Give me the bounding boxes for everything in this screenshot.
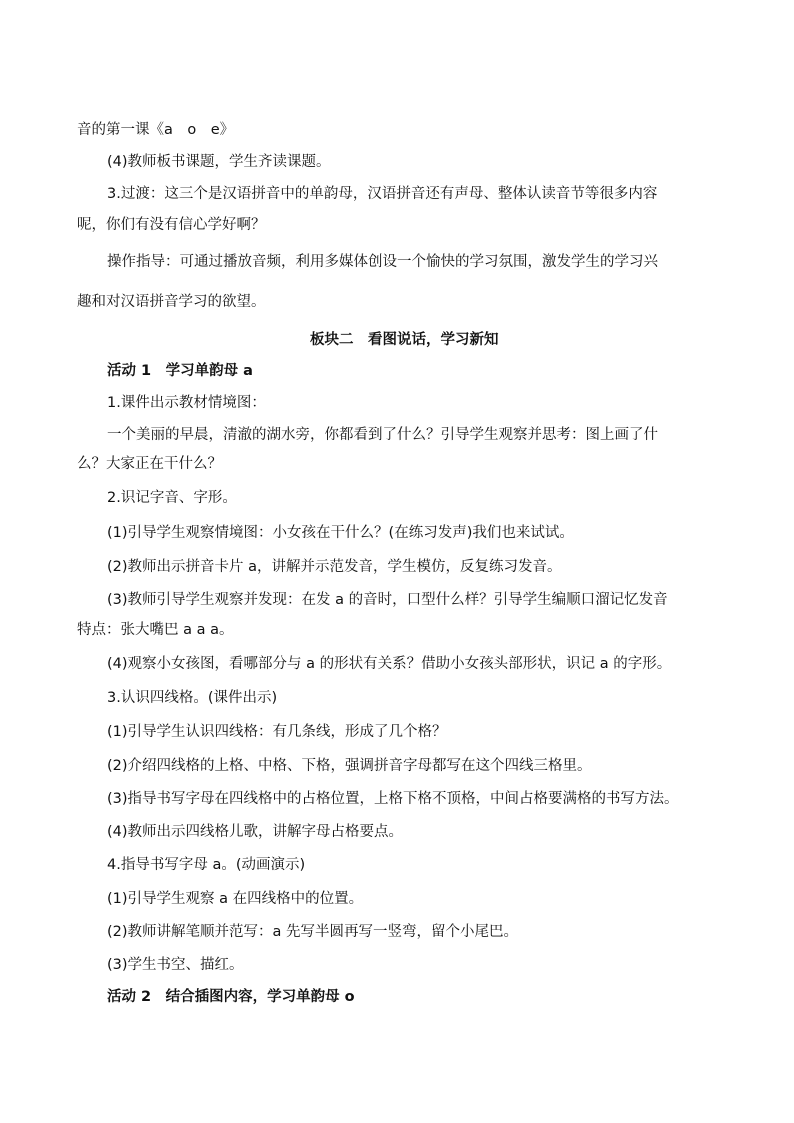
text-line-5: 操作指导：可通过播放音频，利用多媒体创设一个愉快的学习氛围，激发学生的学习兴 — [107, 254, 658, 270]
text-line-21: (3)指导书写字母在四线格中的占格位置，上格下格不顶格，中间占格要满格的书写方法。 — [107, 791, 679, 807]
text-line-26: (3)学生书空、描红。 — [107, 957, 244, 973]
text-line-14: (2)教师出示拼音卡片 a，讲解并示范发音，学生模仿，反复练习发音。 — [107, 559, 562, 575]
text-line-18: 3.认识四线格。(课件出示) — [107, 690, 278, 706]
text-line-23: 4.指导书写字母 a。(动画演示) — [107, 857, 306, 873]
text-line-20: (2)介绍四线格的上格、中格、下格，强调拼音字母都写在这个四线三格里。 — [107, 758, 592, 774]
text-line-6: 趣和对汉语拼音学习的欲望。 — [77, 294, 266, 310]
text-line-12: 2.识记字音、字形。 — [107, 490, 237, 506]
text-line-24: (1)引导学生观察 a 在四线格中的位置。 — [107, 891, 364, 907]
text-line-15: (3)教师引导学生观察并发现：在发 a 的音时，口型什么样？引导学生编顺口溜记忆发音 — [107, 592, 668, 608]
text-line-19: (1)引导学生认识四线格：有几条线，形成了几个格？ — [107, 724, 447, 740]
activity-2-heading: 活动 2 结合插图内容，学习单韵母 o — [107, 989, 355, 1005]
text-line-3: 3.过渡：这三个是汉语拼音中的单韵母，汉语拼音还有声母、整体认读音节等很多内容 — [107, 186, 658, 202]
text-line-11: 么？大家正在干什么？ — [77, 456, 222, 472]
text-line-2: (4)教师板书课题，学生齐读课题。 — [107, 154, 331, 170]
activity-1-heading: 活动 1 学习单韵母 a — [107, 363, 253, 379]
text-line-13: (1)引导学生观察情境图：小女孩在干什么？(在练习发声)我们也来试试。 — [107, 525, 574, 541]
text-line-25: (2)教师讲解笔顺并范写：a 先写半圆再写一竖弯，留个小尾巴。 — [107, 924, 519, 940]
text-line-10: 一个美丽的早晨，清澈的湖水旁，你都看到了什么？引导学生观察并思考：图上画了什 — [107, 427, 658, 443]
section-heading: 板块二 看图说话，学习新知 — [310, 332, 499, 348]
text-line-16: 特点：张大嘴巴 a a a。 — [77, 622, 234, 638]
text-line-4: 呢，你们有没有信心学好啊？ — [77, 217, 266, 233]
text-line-1: 音的第一课《a o e》 — [77, 122, 235, 138]
text-line-9: 1.课件出示教材情境图： — [107, 395, 266, 411]
text-line-17: (4)观察小女孩图，看哪部分与 a 的形状有关系？借助小女孩头部形状，识记 a 的字形。 — [107, 656, 672, 672]
text-line-22: (4)教师出示四线格儿歌，讲解字母占格要点。 — [107, 824, 404, 840]
